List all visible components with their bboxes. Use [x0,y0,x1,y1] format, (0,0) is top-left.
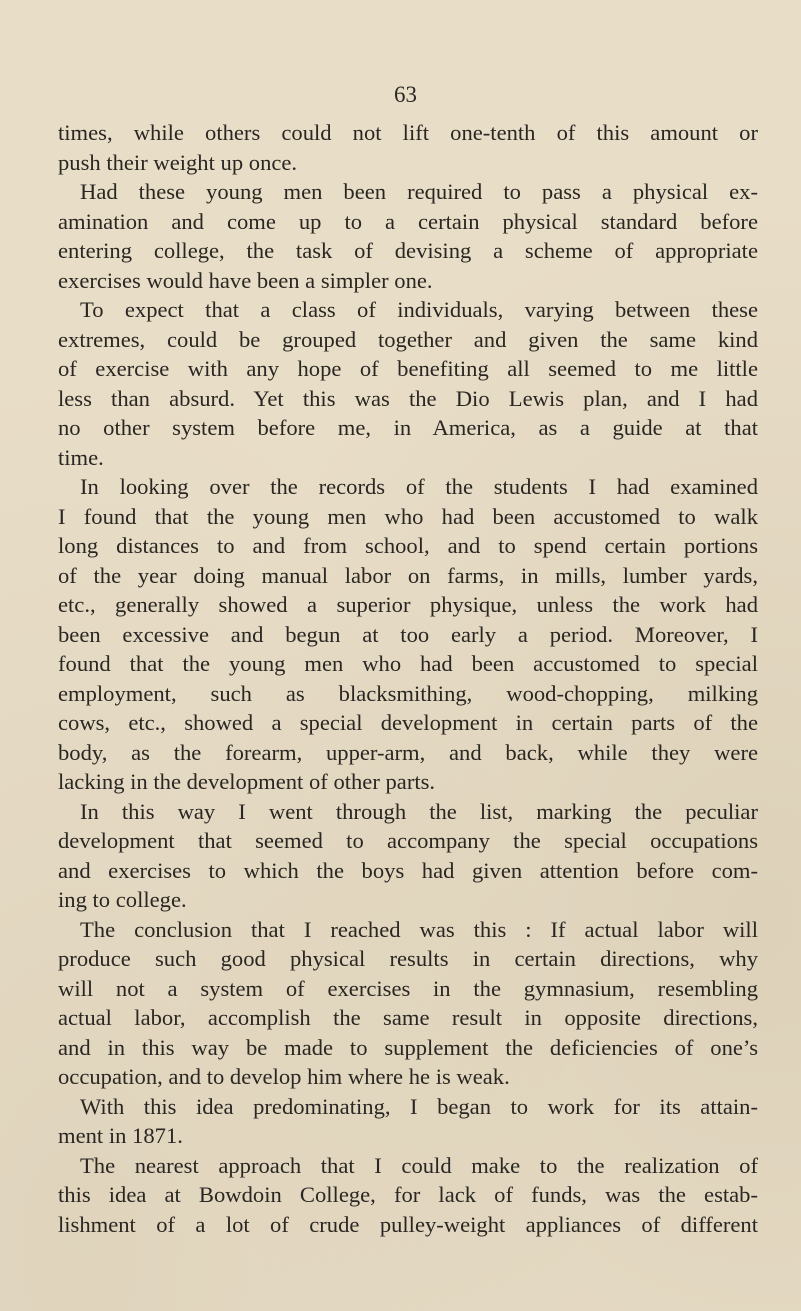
body-text [58,118,758,1239]
text-line: To expect that a class of individuals, varying between these [80,297,758,322]
text-line: ment in 1871. [58,1123,183,1148]
text-line: In this way I went through the list, marking the peculiar [80,798,758,824]
text-line: times, while others could not lift one-tenth of this amount or [58,120,758,145]
text-line: In looking over the records of the students I had examined [80,474,758,499]
text-line: and exercises to which the boys had given attention before com- [58,857,758,883]
text-line: lishment of a lot of crude pulley-weight appliances of different [58,1211,758,1237]
text-line: occupation, and to develop him where he is weak. [58,1064,510,1089]
text-line: amination and come up to a certain physical standard before [58,208,758,234]
text-line: body, as the forearm, upper-arm, and back, while they were [58,739,758,765]
text-line: time. [58,444,104,470]
text-line: this idea at Bowdoin College, for lack of funds, was the estab- [58,1182,758,1207]
text-line: push their weight up once. [58,149,298,175]
text-line: less than absurd. Yet this was the Dio Lewis plan, and I had [58,385,758,411]
text-line: been excessive and begun at too early a period. Moreover, I [58,621,758,647]
text-line: long distances to and from school, and to spend certain portions [58,533,758,558]
text-line: I found that the young men who had been accustomed to walk [58,503,758,529]
text-line: entering college, the task of devising a scheme of appropriate [58,238,758,263]
text-line: extremes, could be grouped together and given the same kind [58,326,758,352]
text-line: of the year doing manual labor on farms, in mills, lumber yards, [58,562,758,588]
text-line: lacking in the development of other parts. [58,769,436,794]
text-line: actual labor, accomplish the same result in opposite directions, [58,1005,758,1030]
text-line: found that the young men who had been accustomed to special [58,651,758,676]
text-line: no other system before me, in America, as a guide at that [58,415,758,440]
text-line: ing to college. [58,887,187,912]
text-line: produce such good physical results in certain directions, why [58,946,758,971]
text-line: and in this way be made to supplement the deficiencies of one’s [58,1034,758,1060]
text-line: cows, etc., showed a special development in certain parts of the [58,710,758,735]
text-line: will not a system of exercises in the gymnasium, resembling [58,975,758,1001]
text-line: With this idea predominating, I began to work for its attain- [80,1093,758,1119]
text-line: Had these young men been required to pass a physical ex- [80,179,758,204]
text-line: The conclusion that I reached was this : If actual labor will [80,916,758,942]
text-line: of exercise with any hope of benefiting all seemed to me little [58,356,758,381]
text-line: etc., generally showed a superior physique, unless the work had [58,592,758,617]
text-line: The nearest approach that I could make to the realization of [80,1152,758,1178]
page-number: 63 [394,82,417,107]
text-line: employment, such as blacksmithing, wood-chopping, milking [58,680,758,706]
text-line: development that seemed to accompany the special occupations [58,828,758,853]
text-line: exercises would have been a simpler one. [58,267,433,293]
